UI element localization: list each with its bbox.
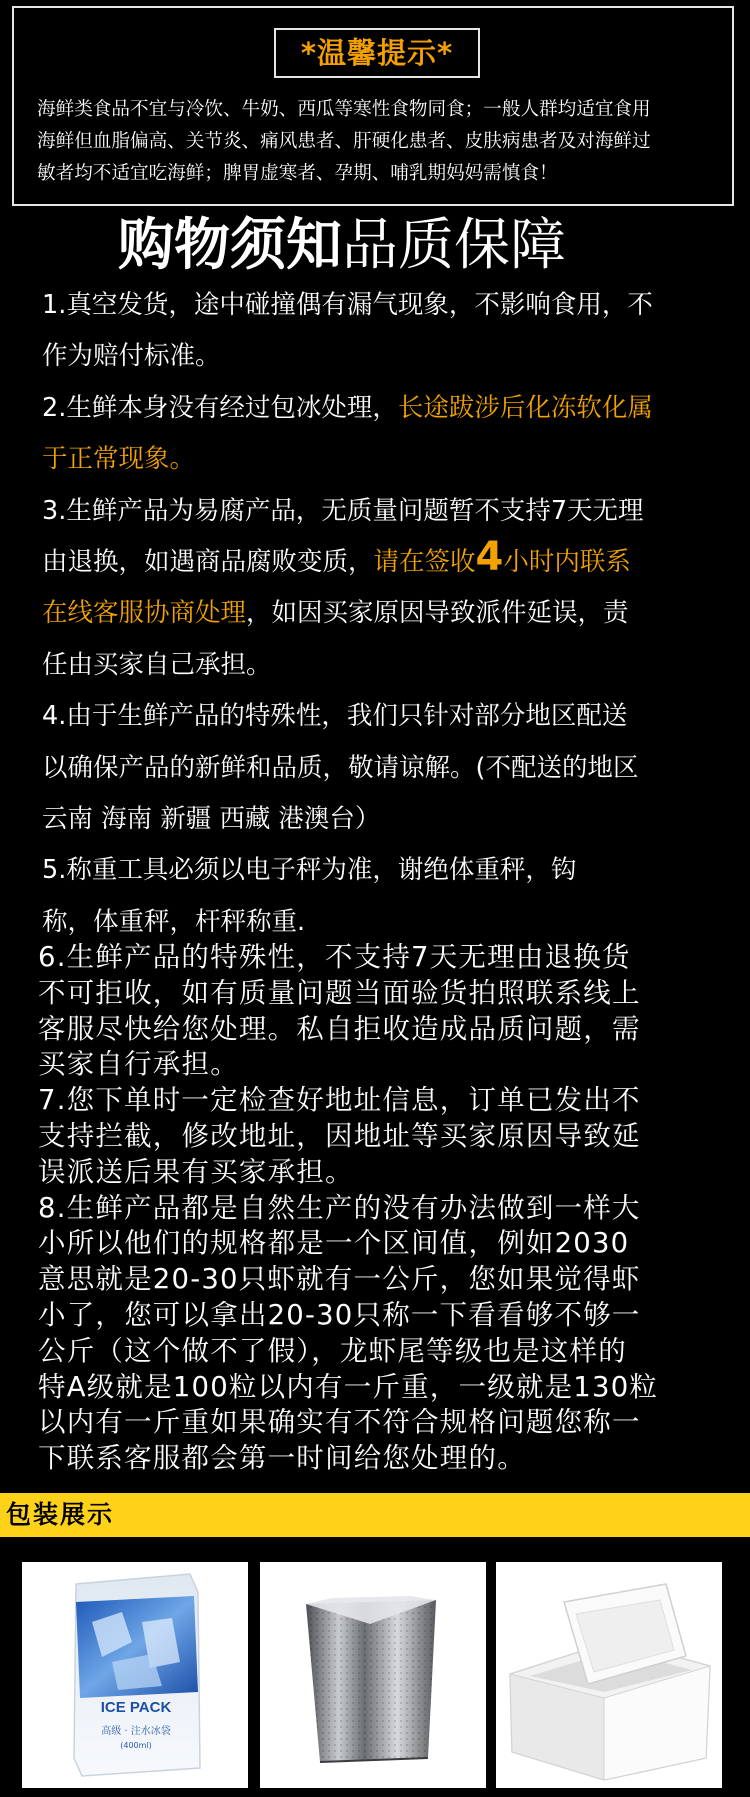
rule-line: 小所以他们的规格都是一个区间值，例如2030 xyxy=(38,1227,630,1260)
rule-line: 公斤（这个做不了假），龙虾尾等级也是这样的 xyxy=(38,1334,627,1367)
rule-highlight-number: 4 xyxy=(475,533,504,580)
title-normal: 品质保障 xyxy=(342,213,566,278)
rule-line: 客服尽快给您处理。私自拒收造成品质问题，需 xyxy=(38,1012,641,1045)
rule-text: ，如因买家原因导致派件延误，责 xyxy=(246,598,629,629)
page-title xyxy=(118,206,566,286)
rule-line: 1.真空发货，途中碰撞偶有漏气现象，不影响食用，不 xyxy=(42,290,653,320)
rule-line: 4.由于生鲜产品的特殊性，我们只针对部分地区配送 xyxy=(42,701,628,732)
rule-line xyxy=(42,533,732,588)
rule-line: 5.称重工具必须以电子秤为准，谢绝体重秤，钩 xyxy=(42,855,577,886)
rule-line: 8.生鲜产品都是自然生产的没有办法做到一样大 xyxy=(38,1191,641,1224)
rule-line: 6.生鲜产品的特殊性，不支持7天无理由退换货 xyxy=(38,941,631,973)
warning-text xyxy=(37,94,727,190)
warning-line: 海鲜类食品不宜与冷饮、牛奶、西瓜等寒性食物同食；一般人群均适宜食用 xyxy=(37,99,651,120)
foam-box-image xyxy=(496,1562,722,1788)
rule-highlight-line: 于正常现象。 xyxy=(42,444,196,475)
rule-line: 误派送后果有买家承担。 xyxy=(38,1155,354,1188)
warning-title: *温馨提示* xyxy=(274,28,480,78)
rule-line: 称，体重秤，杆秤称重. xyxy=(42,906,306,937)
title-bold: 购物须知 xyxy=(118,213,342,278)
rule-line: 7.您下单时一定检查好地址信息，订单已发出不 xyxy=(38,1084,641,1117)
rule-line: 特A级就是100粒以内有一斤重，一级就是130粒 xyxy=(38,1370,659,1403)
warning-line: 敏者均不适宜吃海鲜；脾胃虚寒者、孕期、哺乳期妈妈需慎食！ xyxy=(37,163,558,184)
rule-line: 以确保产品的新鲜和品质，敬请谅解。(不配送的地区 xyxy=(42,752,639,783)
rule-line: 3.生鲜产品为易腐产品，无质量问题暂不支持7天无理 xyxy=(42,495,644,526)
rule-text: 由退换，如遇商品腐败变质， xyxy=(42,546,374,577)
rule-line: 小了，您可以拿出20-30只称一下看看够不够一 xyxy=(38,1298,641,1331)
rule-line: 作为赔付标准。 xyxy=(42,341,221,372)
rule-text: 2.生鲜本身没有经过包冰处理， xyxy=(42,392,398,423)
rule-line: 云南 海南 新疆 西藏 港澳台） xyxy=(42,803,381,834)
ice-pack-brand: ICE PACK xyxy=(100,1699,172,1716)
ice-pack-volume: (400ml) xyxy=(120,1741,152,1750)
rule-line: 支持拦截，修改地址，因地址等买家原因导致延 xyxy=(38,1119,641,1152)
rule-line: 下联系客服都会第一时间给您处理的。 xyxy=(38,1442,526,1475)
rule-highlight: 长途跋涉后化冻软化属 xyxy=(397,392,653,423)
packaging-label: 包装展示 xyxy=(6,1500,115,1529)
rule-line: 买家自行承担。 xyxy=(38,1048,239,1081)
rule-line xyxy=(42,383,732,434)
rules-list-b xyxy=(38,940,738,1477)
rule-line: 意思就是20-30只虾就有一公斤，您如果觉得虾 xyxy=(38,1263,641,1296)
ice-pack-subtitle: 高级 · 注水冰袋 xyxy=(101,1726,171,1737)
rules-list-a xyxy=(42,280,732,948)
foil-bag-image xyxy=(260,1562,486,1788)
rule-highlight: 请在签收 xyxy=(373,546,476,577)
rule-line: 任由买家自己承担。 xyxy=(42,649,272,680)
rule-line xyxy=(42,588,732,639)
warning-line: 海鲜但血脂偏高、关节炎、痛风患者、肝硬化患者、皮肤病患者及对海鲜过 xyxy=(37,131,651,152)
rule-line: 不可拒收，如有质量问题当面验货拍照联系线上 xyxy=(38,976,641,1009)
rule-highlight: 在线客服协商处理 xyxy=(42,598,247,629)
rule-line: 以内有一斤重如果确实有不符合规格问题您称一 xyxy=(38,1406,641,1439)
ice-pack-image xyxy=(22,1562,248,1788)
rule-highlight: 小时内联系 xyxy=(503,546,631,577)
